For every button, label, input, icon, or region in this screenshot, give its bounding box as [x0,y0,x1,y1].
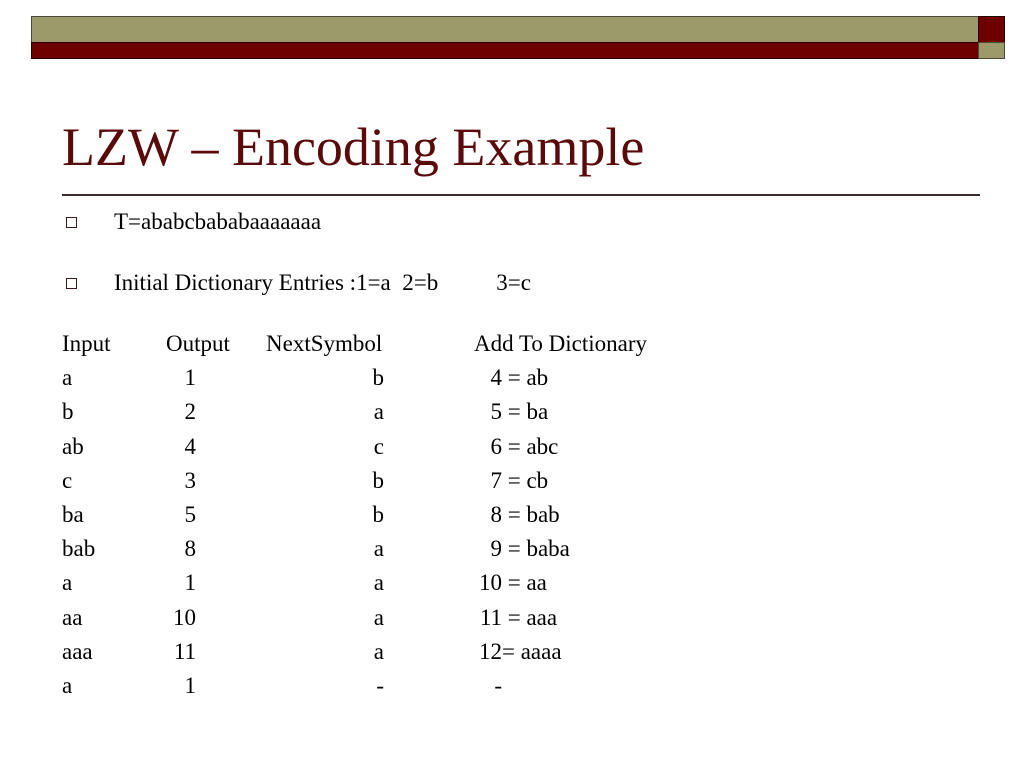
table-row [62,566,734,600]
cell-output-text: 5 [184,502,196,528]
cell-output [166,532,266,566]
cell-dict-index: 6 [490,433,502,459]
cell-output-text: 11 [173,638,196,664]
cell-dict-index: 5 [490,399,502,425]
cell-next-symbol [266,464,474,498]
header-add-to-dictionary: Add To Dictionary [474,331,647,357]
cell-dict-index: 4 [490,365,502,391]
cell-next-symbol [266,361,474,395]
banner-olive-band [31,16,980,43]
cell-dict-entry: = aa [502,570,547,596]
cell-dict-entry: = baba [502,536,570,562]
table-row [62,635,734,669]
cell-input-text: a [62,672,73,698]
cell-output-text: 1 [184,672,196,698]
cell-next-symbol [266,635,474,669]
cell-output [166,566,266,600]
cell-input [62,464,166,498]
cell-dict-index: 8 [490,502,502,528]
cell-output-text: 10 [173,604,196,630]
cell-add-to-dictionary [474,669,734,703]
cell-input-text: aaa [62,638,93,664]
cell-input [62,498,166,532]
cell-next-symbol [266,430,474,464]
cell-output [166,430,266,464]
cell-next-symbol-text: a [373,536,384,562]
lzw-encoding-table [62,327,734,703]
bullet-text [114,268,531,298]
header-input: Input [62,331,111,357]
cell-add-to-dictionary [474,498,734,532]
banner-maroon-square [978,16,1005,44]
cell-output [166,395,266,429]
cell-input [62,430,166,464]
cell-output-text: 4 [184,433,196,459]
cell-next-symbol [266,601,474,635]
cell-add-to-dictionary [474,601,734,635]
square-bullet-icon [66,278,77,289]
table-row [62,532,734,566]
bullet-text-main: Initial Dictionary Entries :1=a 2=b [114,270,439,295]
cell-output [166,361,266,395]
header-output: Output [166,331,230,357]
cell-next-symbol-text: b [372,502,384,528]
bullet-text: T=ababcbababaaaaaaa [114,209,322,234]
cell-next-symbol [266,532,474,566]
cell-input [62,669,166,703]
title-divider [62,194,980,196]
cell-input [62,601,166,635]
table-header-row [62,327,734,361]
cell-dict-entry: = abc [502,433,559,459]
cell-output [166,498,266,532]
cell-dict-entry: = bab [502,502,560,528]
header-banner [0,0,1024,70]
cell-add-to-dictionary [474,566,734,600]
table-row [62,361,734,395]
cell-output [166,635,266,669]
cell-input-text: c [62,467,73,493]
cell-input [62,395,166,429]
cell-add-to-dictionary [474,430,734,464]
cell-output [166,464,266,498]
cell-dict-entry: = aaa [502,604,558,630]
cell-next-symbol [266,566,474,600]
cell-next-symbol-text: a [373,638,384,664]
cell-next-symbol-text: a [373,399,384,425]
cell-add-to-dictionary [474,464,734,498]
cell-next-symbol-text: a [373,604,384,630]
cell-input-text: a [62,570,73,596]
cell-add-to-dictionary [474,532,734,566]
bullet-text-tail: 3=c [496,270,531,295]
cell-input-text: b [62,399,74,425]
cell-add-to-dictionary [474,361,734,395]
table-row [62,601,734,635]
cell-dict-index: 10 [479,570,502,596]
cell-output [166,601,266,635]
table-row [62,669,734,703]
cell-dict-index: 12 [479,638,502,664]
cell-dict-entry: = aaaa [502,638,562,664]
cell-dict-index: - [494,672,502,698]
cell-dict-entry: = cb [502,467,549,493]
cell-next-symbol [266,395,474,429]
cell-dict-index: 9 [490,536,502,562]
cell-input-text: a [62,365,73,391]
cell-output-text: 8 [184,536,196,562]
cell-output-text: 1 [184,570,196,596]
cell-add-to-dictionary [474,395,734,429]
cell-add-to-dictionary [474,635,734,669]
cell-output-text: 2 [184,399,196,425]
cell-output [166,669,266,703]
cell-output-text: 1 [184,365,196,391]
cell-input-text: ab [62,433,84,459]
cell-input [62,361,166,395]
table-row [62,498,734,532]
cell-next-symbol-text: - [376,672,384,698]
table-row [62,464,734,498]
table-row [62,395,734,429]
table-row [62,430,734,464]
cell-input-text: aa [62,604,83,630]
cell-next-symbol [266,669,474,703]
cell-next-symbol-text: c [373,433,384,459]
cell-input [62,635,166,669]
square-bullet-icon [66,217,77,228]
banner-maroon-band [31,42,980,59]
header-next-symbol: NextSymbol [266,331,383,357]
slide-title: LZW – Encoding Example [62,117,645,177]
cell-next-symbol-text: a [373,570,384,596]
table-body [62,361,734,703]
cell-next-symbol-text: b [372,467,384,493]
cell-dict-entry: = ab [502,365,549,391]
cell-output-text: 3 [184,467,196,493]
cell-next-symbol [266,498,474,532]
cell-input-text: bab [62,536,96,562]
cell-input-text: ba [62,502,84,528]
cell-dict-entry: = ba [502,399,549,425]
cell-dict-index: 11 [479,604,502,630]
cell-dict-index: 7 [490,467,502,493]
cell-next-symbol-text: b [372,365,384,391]
cell-input [62,532,166,566]
cell-input [62,566,166,600]
banner-olive-square [978,42,1005,59]
